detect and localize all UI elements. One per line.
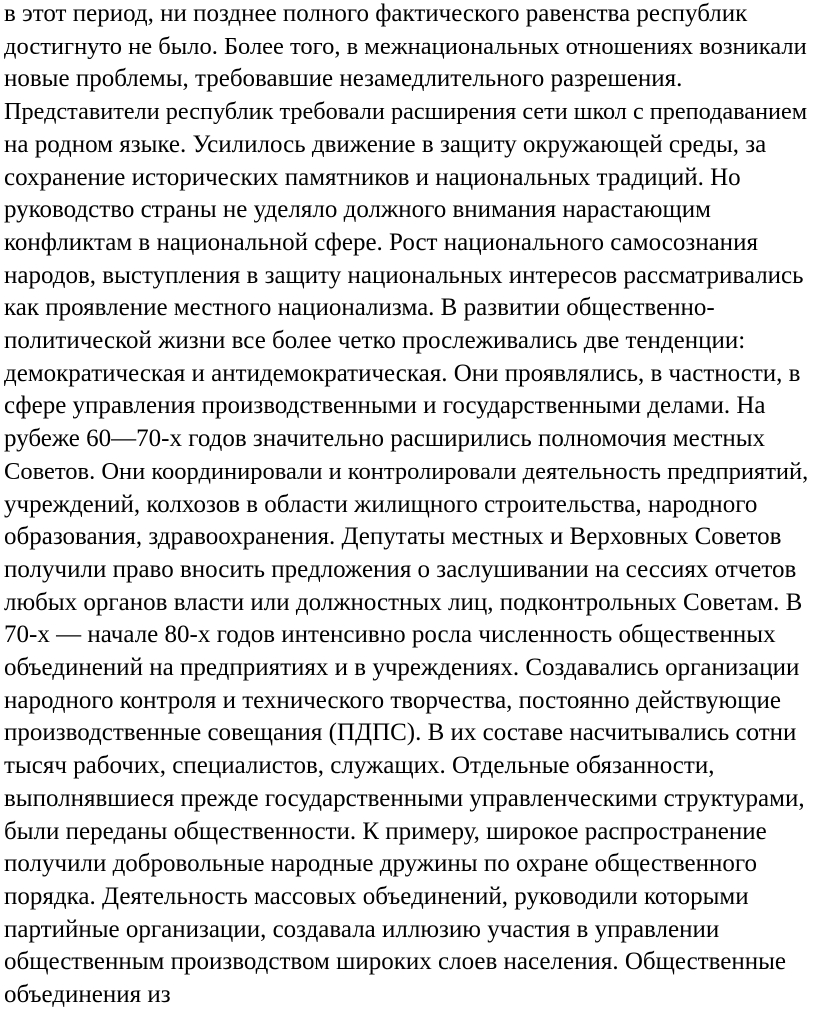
text-line: объединения из <box>4 981 171 1008</box>
text-line: производственные совещания (ПДПС). В их составе насчитывались сотни <box>4 719 797 747</box>
text-line: Советов. Они координировали и контролировали деятельность предприятий, <box>4 457 809 485</box>
text-line: на родном языке. Усилилось движение в защиту окружающей среды, за <box>4 130 767 158</box>
text-line: получили право вносить предложения о заслушивании на сессиях отчетов <box>4 555 797 583</box>
text-line: рубеже 60—70-х годов значительно расширились полномочия местных <box>4 425 766 453</box>
text-line: в этот период, ни позднее полного фактического равенства республик <box>4 0 748 27</box>
text-line: получили добровольные народные дружины по охране общественного <box>4 850 758 878</box>
text-line: учреждений, колхозов в области жилищного строительства, народного <box>4 490 758 518</box>
text-line: конфликтам в национальной сфере. Рост национального самосознания <box>4 228 758 256</box>
text-line: Представители республик требовали расширения сети школ с преподаванием <box>4 98 808 126</box>
text-line: народов, выступления в защиту национальных интересов рассматривались <box>4 261 804 289</box>
text-line: народного контроля и технического творчества, постоянно действующие <box>4 686 781 714</box>
text-line: демократическая и антидемократическая. Они проявлялись, в частности, в <box>4 359 801 387</box>
text-line: тысяч рабочих, специалистов, служащих. Отдельные обязанности, <box>4 752 715 780</box>
text-line: новые проблемы, требовавшие незамедлительного разрешения. <box>4 65 683 93</box>
text-line: объединений на предприятиях и в учреждениях. Создавались организации <box>4 654 800 681</box>
text-line: как проявление местного национализма. В развитии общественно- <box>4 294 715 322</box>
text-line: 70-х — начале 80-х годов интенсивно росла численность общественных <box>4 621 776 649</box>
text-line: были переданы общественности. К примеру, широкое распространение <box>4 817 767 845</box>
text-line: партийные организации, создавала иллюзию участия в управлении <box>4 915 720 943</box>
text-line: достигнуто не было. Более того, в межнациональных отношениях возникали <box>4 32 807 60</box>
text-line: политической жизни все более четко прослеживались две тенденции: <box>4 327 746 354</box>
text-line: руководство страны не уделяло должного внимания нарастающим <box>4 196 711 224</box>
text-line: сохранение исторических памятников и национальных традиций. Но <box>4 163 741 191</box>
text-line: выполнявшиеся прежде государственными управленческими структурами, <box>4 784 805 812</box>
text-line: сфере управления производственными и государственными делами. На <box>4 392 766 420</box>
text-line: общественным производством широких слоев населения. Общественные <box>4 948 787 976</box>
text-line: образования, здравоохранения. Депутаты местных и Верховных Советов <box>4 523 782 551</box>
text-line: любых органов власти или должностных лиц, подконтрольных Советам. В <box>4 588 803 616</box>
text-line: порядка. Деятельность массовых объединений, руководили которыми <box>4 882 749 910</box>
